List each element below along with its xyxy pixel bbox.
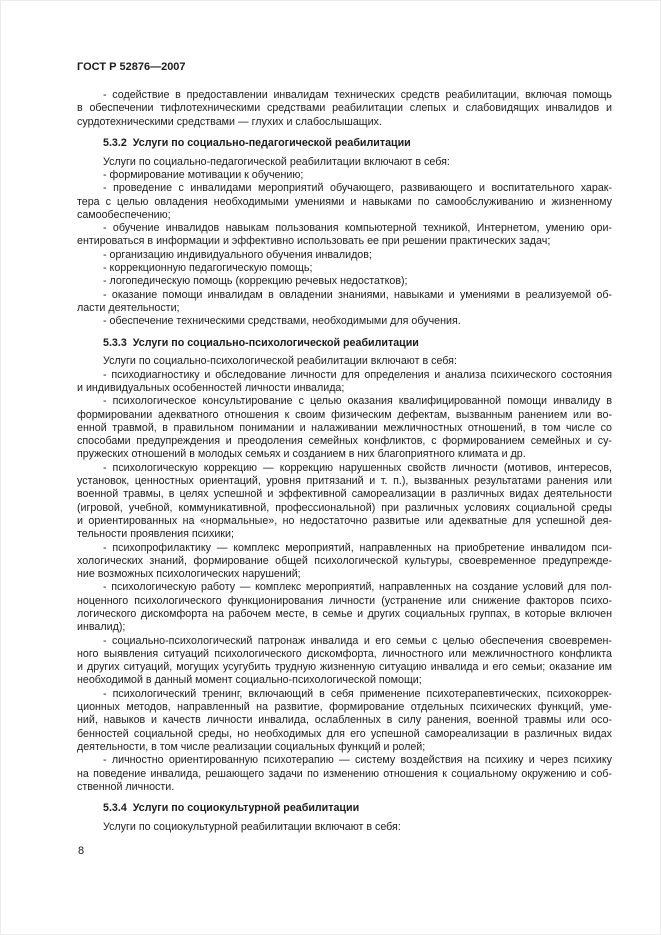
- paragraph-line: и индивидуальных особенностей личности инвалида;: [77, 381, 345, 394]
- section-title: Услуги по социально-педагогической реабилитации: [132, 136, 411, 149]
- paragraph-line: тельности проявления психики;: [77, 528, 234, 541]
- paragraph-line: сурдотехническими средствами — глухих и слабослышащих.: [77, 115, 382, 128]
- paragraph-line: на поведение инвалида, решающего задачи по изменению отношения к социальному окружению и соб-: [77, 767, 612, 780]
- paragraph-line: самообеспечению;: [77, 208, 171, 221]
- document-body: [77, 89, 612, 834]
- paragraph: [77, 169, 612, 182]
- paragraph-line: - психопрофилактику — комплекс мероприятий, направленных на приобретение инвалидом пси-: [103, 541, 612, 554]
- paragraph-line: способами предупреждения и преодоления семейных конфликтов, с формированием семейных и су-: [77, 435, 612, 448]
- paragraph: [77, 182, 612, 222]
- paragraph-line: ласти деятельности;: [77, 301, 180, 314]
- paragraph-line: - социально-психологический патронаж инвалида и его семьи с целью обеспечения своевремен-: [103, 634, 612, 647]
- paragraph-line: - психологическую работу — комплекс мероприятий, направленных на создание условий для пол-: [103, 581, 612, 594]
- section-number: 5.3.4: [103, 802, 127, 815]
- paragraph-line: - проведение с инвалидами мероприятий обучающего, развивающего и воспитательного харак-: [103, 182, 612, 195]
- paragraph-line: ноценного психологического функционирования личности (устранение или снижение факторов психо-: [77, 594, 612, 607]
- paragraph-line: ентироваться в информации и эффективно использовать ее при решении практических задач;: [77, 235, 551, 248]
- paragraph-line: хологических знаний, формирование общей психологической культуры, своевременное предупрежде-: [77, 554, 612, 567]
- paragraph: [77, 369, 612, 396]
- paragraph-line: Услуги по социально-психологической реабилитации включают в себя:: [103, 355, 457, 368]
- paragraph-line: установок, ценностных ориентаций, уровня притязаний и т. п.), вызванных результатами ранения или: [77, 475, 612, 488]
- paragraph-line: - психологическую коррекцию — коррекцию нарушенных свойств личности (мотивов, интересов,: [103, 461, 612, 474]
- paragraph: [77, 542, 612, 582]
- paragraph-line: - содействие в предоставлении инвалидам технических средств реабилитации, включая помощь: [103, 89, 612, 101]
- paragraph-line: ного выявления ситуаций психологического дискомфорта, личностного или межличностного конфликта: [77, 647, 612, 660]
- paragraph-line: - логопедическую помощь (коррекцию речевых недостатков);: [103, 275, 408, 288]
- paragraph-line: инвалид);: [77, 621, 126, 634]
- paragraph-line: логического дискомфорта на рабочем месте, в семье и других социальных группах, в которые включен: [77, 607, 612, 620]
- document-header: ГОСТ Р 52876—2007: [77, 61, 186, 73]
- section-number: 5.3.3: [103, 336, 127, 349]
- paragraph-line: в обеспечении тифлотехническими средствами реабилитации слепых и слабовидящих инвалидов и: [77, 102, 612, 115]
- paragraph-line: (игровой, учебной, коммуникативной, профессиональной) при различных условиях социальной среды: [77, 501, 612, 514]
- paragraph-line: необходимой в данный момент социально-психологической помощи;: [77, 674, 422, 687]
- section-title: Услуги по социокультурной реабилитации: [132, 802, 360, 815]
- paragraph-line: - психологическое консультирование с целью оказания квалифицированной помощи инвалиду в: [103, 395, 612, 408]
- paragraph-line: ний, навыков и качеств личности инвалида, ослабленных в силу ранения, военной травмы или осо-: [77, 714, 612, 727]
- paragraph: [77, 754, 612, 794]
- paragraph: [77, 222, 612, 249]
- paragraph: [77, 635, 612, 688]
- paragraph-line: енной травмой, в правильном понимании и налаживании межличностных отношений, в том числе со: [77, 421, 612, 434]
- paragraph-line: ственной личности.: [77, 780, 175, 793]
- paragraph: [77, 688, 612, 754]
- paragraph-line: Услуги по социально-педагогической реабилитации включают в себя:: [103, 155, 450, 168]
- paragraph-line: - обучение инвалидов навыкам пользования компьютерной техникой, Интернетом, умению ори-: [103, 222, 612, 235]
- paragraph: [77, 315, 612, 328]
- paragraph-line: формировании адекватного отношения к своим физическим дефектам, вызванным ранением или во-: [77, 408, 612, 421]
- paragraph-line: военной травмы, в целях успешной и эффективной самореализации в различных видах деятельности: [77, 488, 612, 501]
- section-number: 5.3.2: [103, 136, 127, 149]
- paragraph-line: тера с целью овладения необходимыми умениями и навыками по самообслуживанию и жизненному: [77, 195, 612, 208]
- section-heading: [77, 137, 612, 150]
- paragraph: [77, 289, 612, 316]
- section-heading: [77, 802, 612, 815]
- paragraph-line: и других ситуаций, могущих усугубить трудную жизненную ситуацию инвалида и его семьи; оказание им: [77, 661, 612, 674]
- paragraph-line: Услуги по социокультурной реабилитации включают в себя:: [103, 820, 401, 833]
- paragraph-line: - психодиагностику и обследование личности для определения и анализа психического состояния: [103, 368, 612, 381]
- paragraph-line: деятельности, в том числе реализации социальных функций и ролей;: [77, 740, 426, 753]
- paragraph: [77, 275, 612, 288]
- paragraph-line: - психологический тренинг, включающий в себя применение психотерапевтических, психокоррек-: [103, 687, 612, 700]
- paragraph-line: ние возможных психологических нарушений;: [77, 568, 301, 581]
- paragraph: [77, 462, 612, 542]
- section-heading: [77, 337, 612, 350]
- paragraph-line: - оказание помощи инвалидам в овладении знаниями, навыками и умениями в реализуемой об-: [103, 288, 612, 301]
- paragraph: [77, 821, 612, 834]
- paragraph: [77, 262, 612, 275]
- paragraph: [77, 249, 612, 262]
- paragraph-line: ционных методов, направленный на развитие, формирование отдельных психических функций, уме-: [77, 701, 612, 714]
- paragraph-line: - коррекционную педагогическую помощь;: [103, 262, 313, 275]
- paragraph-line: - личностно ориентированную психотерапию — систему воздействия на психику и через психику: [103, 754, 612, 767]
- paragraph: [77, 156, 612, 169]
- paragraph-line: - обеспечение техническими средствами, необходимыми для обучения.: [103, 315, 461, 328]
- paragraph-line: - формирование мотивации к обучению;: [103, 168, 304, 181]
- paragraph: [77, 581, 612, 634]
- paragraph-line: бенностей социальной среды, но необходимых для его успешной самореализации в различных видах: [77, 727, 612, 740]
- paragraph-line: пружеских отношений в молодых семьях и созданием в них благоприятного климата и др.: [77, 448, 526, 461]
- page-number: 8: [78, 845, 85, 857]
- paragraph-line: - организацию индивидуального обучения инвалидов;: [103, 248, 372, 261]
- paragraph: [77, 89, 612, 129]
- paragraph-line: и ориентированных на «нормальные», но недостаточно развитые или адекватные для успешной дея-: [77, 514, 612, 527]
- paragraph: [77, 395, 612, 461]
- paragraph: [77, 355, 612, 368]
- section-title: Услуги по социально-психологической реабилитации: [132, 336, 419, 349]
